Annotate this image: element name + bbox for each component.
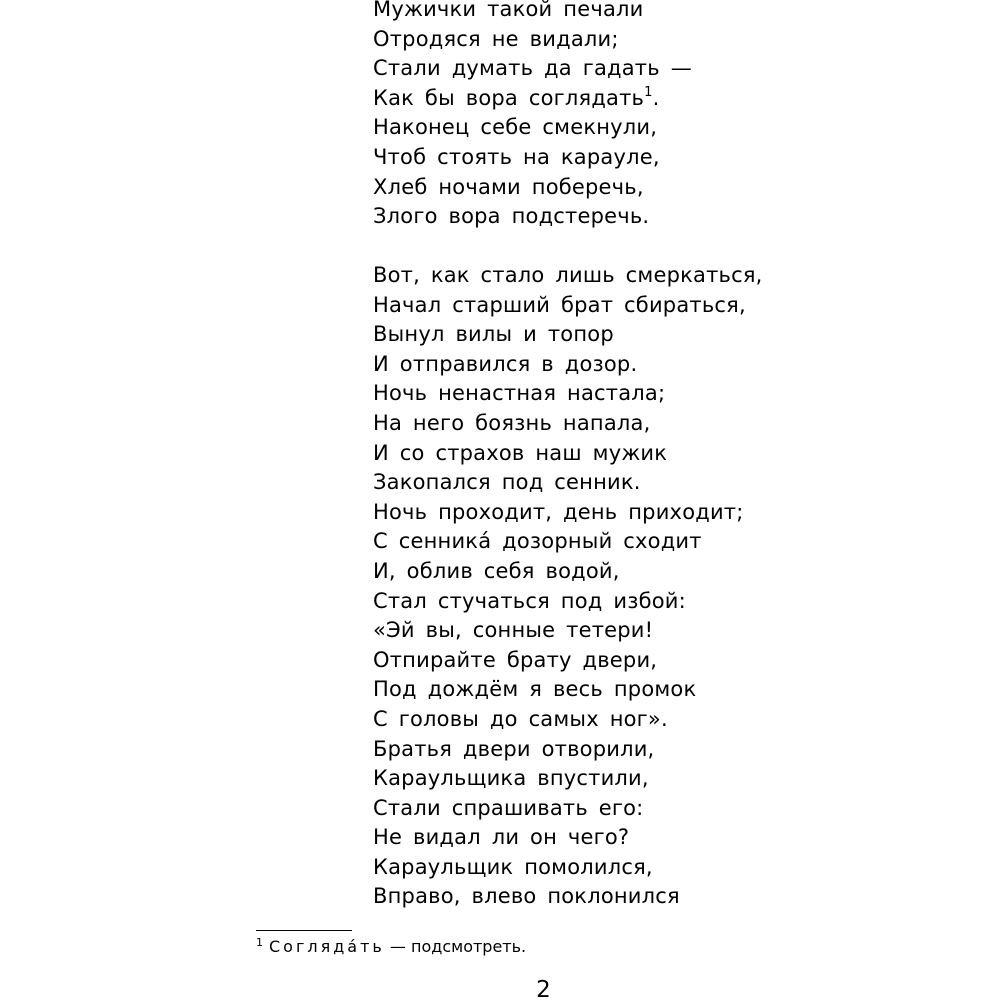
verse-line: На него боязнь напала,	[373, 410, 651, 435]
footnote-term: Соглядáть	[269, 937, 385, 956]
footnote-marker: 1	[256, 936, 263, 949]
verse-line: Закопался под сенник.	[373, 470, 641, 495]
verse-line: Наконец себе смекнули,	[373, 115, 658, 140]
verse-line: Вот, как стало лишь смеркаться,	[373, 263, 763, 287]
verse-line: Не видал ли он чего?	[373, 825, 630, 850]
verse-line: Злого вора подстеречь.	[373, 204, 650, 229]
verse-line-with-footnote	[373, 84, 692, 114]
verse-line: «Эй вы, сонные тетери!	[373, 618, 654, 643]
verse-line: Чтоб стоять на карауле,	[373, 144, 660, 169]
verse-line-text: Как бы вора соглядать	[373, 85, 645, 110]
verse-line: И со страхов наш мужик	[373, 440, 668, 465]
verse-line: И, облив себя водой,	[373, 558, 620, 583]
footnote	[256, 936, 526, 958]
stanza-1	[373, 0, 692, 232]
verse-line: Караульщик помолился,	[373, 854, 653, 879]
verse-line: Стал стучаться под избой:	[373, 588, 686, 613]
verse-line: С головы до самых ног».	[373, 706, 668, 731]
verse-line: Вправо, влево поклонился	[373, 884, 680, 909]
verse-line: Братья двери отворили,	[373, 736, 655, 761]
footnote-divider	[256, 930, 352, 931]
verse-line: С сенника́ дозорный сходит	[373, 529, 702, 554]
verse-line: Хлеб ночами поберечь,	[373, 174, 644, 199]
verse-line: Отпирайте брату двери,	[373, 647, 658, 672]
footnote-definition: — подсмотреть.	[384, 937, 527, 956]
verse-line-tail: .	[652, 85, 660, 110]
verse-line: Ночь проходит, день приходит;	[373, 499, 744, 524]
verse-line: Вынул вилы и топор	[373, 322, 614, 347]
verse-line: Стали спрашивать его:	[373, 795, 644, 820]
verse-line: Отродяся не видали;	[373, 26, 619, 51]
verse-line: Мужички такой печали	[373, 0, 644, 21]
page-number: 2	[536, 977, 551, 1003]
verse-line: Караульщика впустили,	[373, 766, 649, 791]
verse-line: Начал старший брат сбираться,	[373, 292, 746, 317]
verse-line: И отправился в дозор.	[373, 351, 638, 376]
verse-line: Стали думать да гадать —	[373, 56, 692, 81]
footnote-reference: 1	[644, 84, 653, 100]
verse-line: Под дождём я весь промок	[373, 677, 697, 702]
stanza-2	[373, 261, 763, 912]
verse-line: Ночь ненастная настала;	[373, 381, 666, 406]
